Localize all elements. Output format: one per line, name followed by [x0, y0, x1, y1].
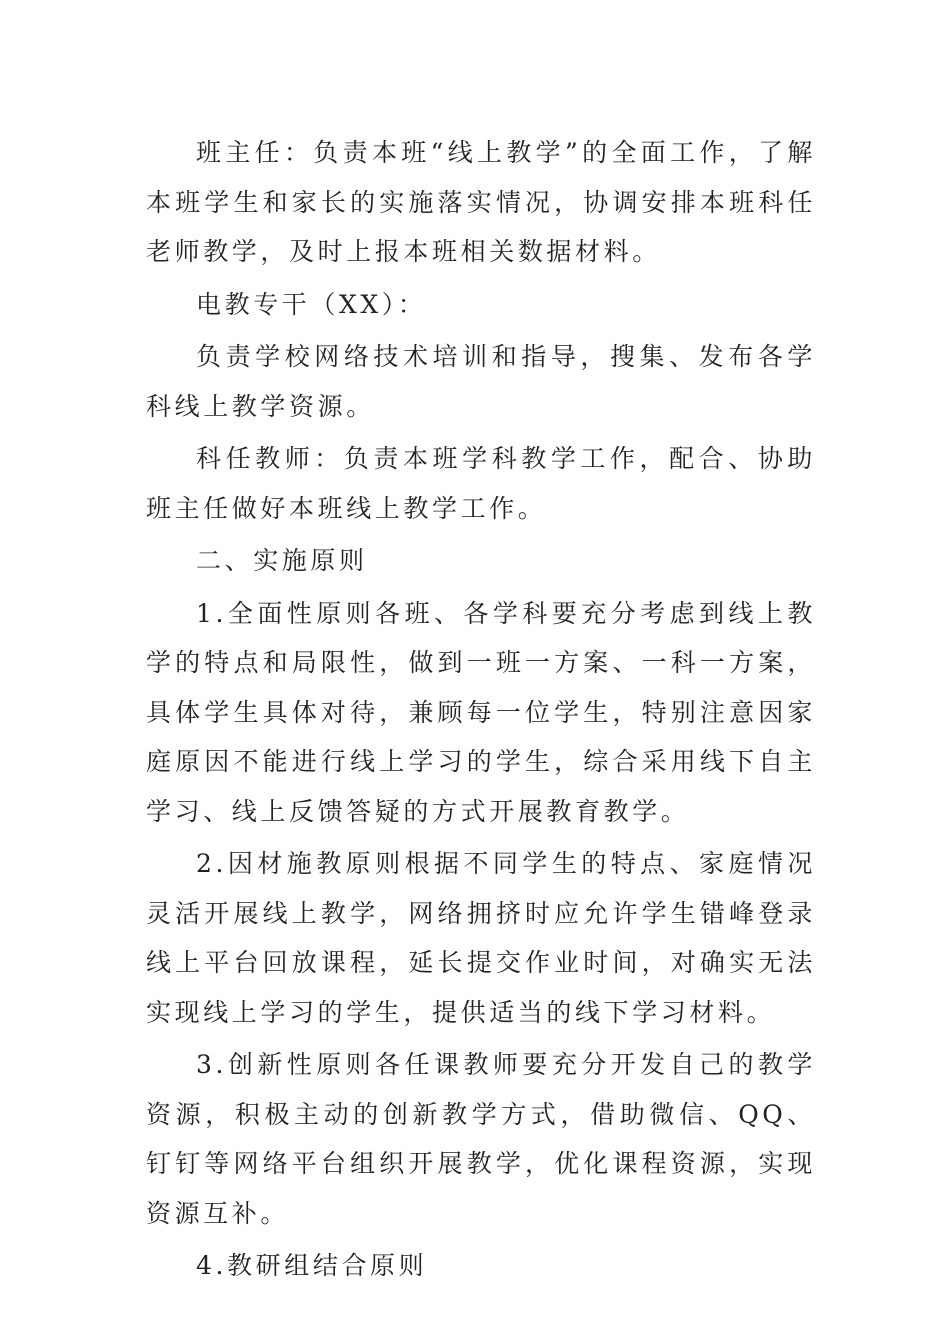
section-heading-principles: 二、实施原则: [196, 546, 368, 575]
paragraph-av-specialist-heading: 电教专干（XX）：: [196, 289, 427, 319]
document-body: [146, 128, 816, 1294]
principle-4: 4.教研组结合原则: [196, 1251, 428, 1280]
principle-3: 3.创新性原则各任课教师要充分开发自己的教学资源，积极主动的创新教学方式，借助微信、QQ、钉钉等网络平台组织开展教学，优化课程资源，实现资源互补。: [146, 1050, 816, 1228]
principle-2: 2.因材施教原则根据不同学生的特点、家庭情况灵活开展线上教学，网络拥挤时应允许学生错峰登录线上平台回放课程，延长提交作业时间，对确实无法实现线上学习的学生，提供适当的线下学习材料。: [146, 849, 816, 1027]
paragraph-subject-teacher: 科任教师：负责本班学科教学工作，配合、协助班主任做好本班线上教学工作。: [146, 444, 816, 523]
paragraph-av-specialist-duty: 负责学校网络技术培训和指导，搜集、发布各学科线上教学资源。: [146, 342, 816, 421]
paragraph-head-teacher: 班主任：负责本班“线上教学”的全面工作，了解本班学生和家长的实施落实情况，协调安排本班科任老师教学，及时上报本班相关数据材料。: [146, 138, 816, 266]
principle-1: 1.全面性原则各班、各学科要充分考虑到线上教学的特点和局限性，做到一班一方案、一科一方案，具体学生具体对待，兼顾每一位学生，特别注意因家庭原因不能进行线上学习的学生，综合采用线下自主学习、线上反馈答疑的方式开展教育教学。: [146, 598, 816, 826]
